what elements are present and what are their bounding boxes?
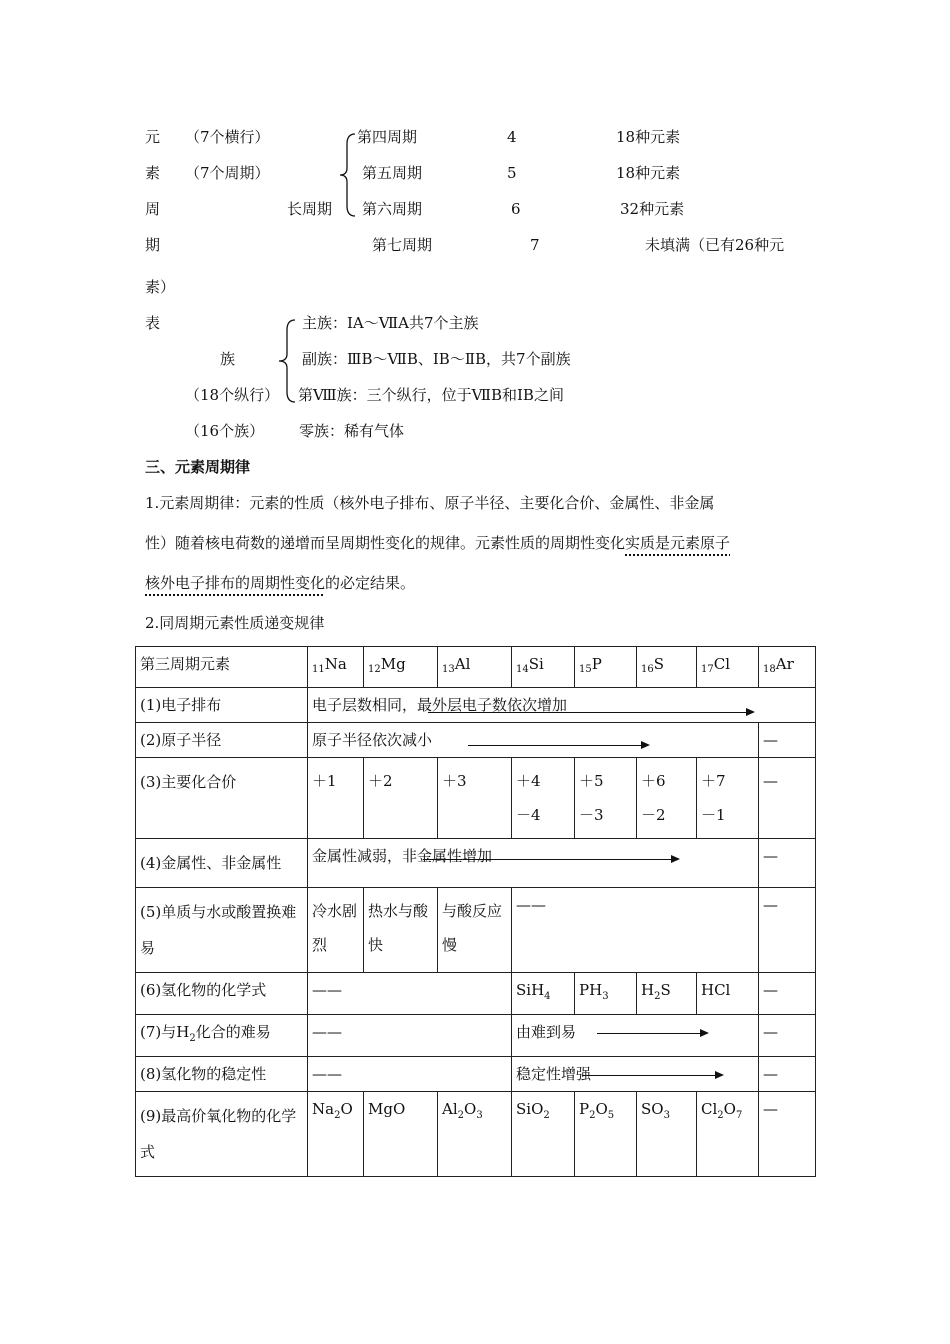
r6-si: SiH$_4$ bbox=[512, 973, 575, 1015]
zero-group-text: 零族：稀有气体 bbox=[299, 422, 405, 440]
outline-char-zhou: 周 bbox=[145, 200, 161, 218]
cols-18-label: （18个纵行） bbox=[185, 386, 280, 404]
r5-al: 与酸反应慢 bbox=[438, 888, 512, 973]
period-4-num: 4 bbox=[507, 128, 517, 146]
period-3-table bbox=[135, 646, 816, 1177]
element-s: $_{16}$S bbox=[637, 647, 697, 688]
r4-arrow-icon bbox=[423, 859, 678, 860]
table-row bbox=[136, 1092, 816, 1177]
r3-al: ＋3 bbox=[438, 758, 512, 839]
r7-last: — bbox=[759, 1015, 816, 1057]
r4-label: (4)金属性、非金属性 bbox=[136, 839, 308, 888]
outline-char-yuan: 元 bbox=[145, 128, 161, 146]
p1-line2 bbox=[145, 533, 730, 553]
r9-cl: $Cl_2O_7$ bbox=[697, 1092, 759, 1177]
r8-arrow-icon bbox=[582, 1075, 722, 1076]
table-row-header bbox=[136, 647, 816, 688]
r4-last: — bbox=[759, 839, 816, 888]
p2-text: 2.同周期元素性质递变规律 bbox=[145, 614, 325, 632]
r3-mg: ＋2 bbox=[364, 758, 438, 839]
p1-line3b: 的必定结果。 bbox=[325, 574, 416, 592]
r9-last: — bbox=[759, 1092, 816, 1177]
r7-text: 由难到易 bbox=[516, 1023, 577, 1041]
r1-arrow-icon bbox=[428, 712, 753, 713]
table-row bbox=[136, 888, 816, 973]
period-6-count: 32种元素 bbox=[620, 200, 685, 218]
r6-dash: —— bbox=[308, 973, 512, 1015]
r7-content bbox=[512, 1015, 759, 1057]
r9-s: $SO_3$ bbox=[637, 1092, 697, 1177]
groups-16-label: （16个族） bbox=[185, 422, 265, 440]
r8-label: (8)氢化物的稳定性 bbox=[136, 1057, 308, 1092]
outline-char-su-end: 素） bbox=[145, 278, 176, 296]
r2-last: — bbox=[759, 723, 816, 758]
r4-content bbox=[308, 839, 759, 888]
r5-last: — bbox=[759, 888, 816, 973]
r6-cl: HCl bbox=[697, 973, 759, 1015]
period-7-num: 7 bbox=[530, 236, 540, 254]
period-5-count: 18种元素 bbox=[616, 164, 681, 182]
r8-content bbox=[512, 1057, 759, 1092]
r3-p: ＋5 －3 bbox=[575, 758, 637, 839]
r3-cl: ＋7 －1 bbox=[697, 758, 759, 839]
r3-na: ＋1 bbox=[308, 758, 364, 839]
r3-si: ＋4 －4 bbox=[512, 758, 575, 839]
r3-label: (3)主要化合价 bbox=[136, 758, 308, 839]
r5-na: 冷水剧烈 bbox=[308, 888, 364, 973]
r5-rest: —— bbox=[512, 888, 759, 973]
element-p: $_{15}$P bbox=[575, 647, 637, 688]
period-6-name: 第六周期 bbox=[362, 200, 423, 218]
r3-last: — bbox=[759, 758, 816, 839]
p1-line1: 1.元素周期律：元素的性质（核外电子排布、原子半径、主要化合价、金属性、非金属 bbox=[145, 494, 715, 512]
p1-line3a: 核外电子排布的周期性变化 bbox=[145, 574, 326, 592]
table-row bbox=[136, 839, 816, 888]
outline-char-su: 素 bbox=[145, 164, 161, 182]
r2-arrow-icon bbox=[468, 745, 648, 746]
outline-char-biao: 表 bbox=[145, 314, 161, 332]
element-na: $_{11}$Na bbox=[308, 647, 364, 688]
periods-label: （7个周期） bbox=[185, 164, 270, 182]
main-group-text: 主族：ⅠA～ⅦA共7个主族 bbox=[302, 314, 479, 332]
r7-dash: —— bbox=[308, 1015, 512, 1057]
period-7-name: 第七周期 bbox=[372, 236, 433, 254]
element-cl: $_{17}$Cl bbox=[697, 647, 759, 688]
period-7-count: 未填满（已有26种元 bbox=[645, 236, 785, 254]
element-ar: $_{18}$Ar bbox=[759, 647, 816, 688]
r1-text: 电子层数相同，最外层电子数依次增加 bbox=[312, 696, 568, 714]
table-row bbox=[136, 1015, 816, 1057]
group-label: 族 bbox=[220, 350, 236, 368]
r1-label: (1)电子排布 bbox=[136, 688, 308, 723]
sub-group-text: 副族：ⅢB～ⅦB、ⅠB～ⅡB，共7个副族 bbox=[302, 350, 571, 368]
p1-line2a: 性）随着核电荷数的递增而呈周期性变化的规律。元素性质的周期性变化 bbox=[145, 534, 626, 552]
group-brace-icon bbox=[276, 318, 298, 404]
r7-label: (7)与$H_2$化合的难易 bbox=[136, 1015, 308, 1057]
r7-arrow-icon bbox=[597, 1033, 707, 1034]
period-5-num: 5 bbox=[507, 164, 517, 182]
r6-p: $PH_3$ bbox=[575, 973, 637, 1015]
table-row bbox=[136, 723, 816, 758]
r4-text: 金属性减弱，非金属性增加 bbox=[312, 847, 493, 865]
table-row bbox=[136, 1057, 816, 1092]
period-brace-icon bbox=[338, 132, 358, 218]
r9-label: (9)最高价氧化物的化学式 bbox=[136, 1092, 308, 1177]
r9-na: $Na_2O$ bbox=[308, 1092, 364, 1177]
table-row bbox=[136, 973, 816, 1015]
period-4-name: 第四周期 bbox=[357, 128, 418, 146]
r6-s: $H_2S$ bbox=[637, 973, 697, 1015]
element-mg: $_{12}$Mg bbox=[364, 647, 438, 688]
section-3-title: 三、元素周期律 bbox=[145, 458, 251, 476]
r6-label: (6)氢化物的化学式 bbox=[136, 973, 308, 1015]
header-cell: 第三周期元素 bbox=[136, 647, 308, 688]
r8-last: — bbox=[759, 1057, 816, 1092]
r9-p: $P_2O_5$ bbox=[575, 1092, 637, 1177]
r5-mg: 热水与酸快 bbox=[364, 888, 438, 973]
r2-content bbox=[308, 723, 759, 758]
r9-mg: MgO bbox=[364, 1092, 438, 1177]
p1-line2b: 实质是元素原子 bbox=[625, 534, 731, 552]
r1-content bbox=[308, 688, 816, 723]
group-8-text: 第Ⅷ族：三个纵行，位于ⅦB和ⅠB之间 bbox=[298, 386, 564, 404]
table-row bbox=[136, 758, 816, 839]
element-al: $_{13}$Al bbox=[438, 647, 512, 688]
outline-char-qi: 期 bbox=[145, 236, 161, 254]
r2-label: (2)原子半径 bbox=[136, 723, 308, 758]
r8-dash: —— bbox=[308, 1057, 512, 1092]
period-6-num: 6 bbox=[511, 200, 521, 218]
r9-al: $Al_2O_3$ bbox=[438, 1092, 512, 1177]
element-si: $_{14}$Si bbox=[512, 647, 575, 688]
r8-text: 稳定性增强 bbox=[516, 1065, 592, 1083]
period-4-count: 18种元素 bbox=[616, 128, 681, 146]
r3-s: ＋6 －2 bbox=[637, 758, 697, 839]
r5-label: (5)单质与水或酸置换难易 bbox=[136, 888, 308, 973]
r9-si: SiO$_2$ bbox=[512, 1092, 575, 1177]
p1-line3 bbox=[145, 573, 415, 593]
long-period-label: 长周期 bbox=[287, 200, 333, 218]
table-row bbox=[136, 688, 816, 723]
rows-label: （7个横行） bbox=[185, 128, 270, 146]
period-5-name: 第五周期 bbox=[362, 164, 423, 182]
r2-text: 原子半径依次减小 bbox=[312, 731, 433, 749]
r6-last: — bbox=[759, 973, 816, 1015]
